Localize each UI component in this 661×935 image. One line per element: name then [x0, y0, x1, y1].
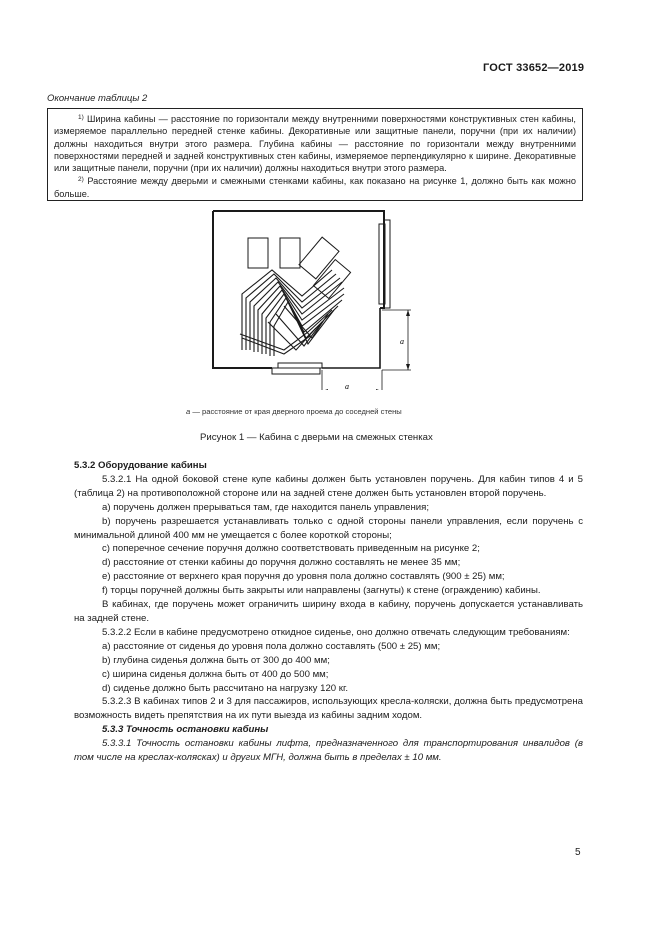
page-number: 5: [575, 847, 581, 858]
figure-key-symbol: a: [186, 407, 191, 416]
note-2-text: Расстояние между дверьми и смежными стенками кабины, как показано на рисунке 1, должно быть как можно больше.: [54, 176, 576, 199]
seat-item-a: а) расстояние от сиденья до уровня пола должно составлять (500 ± 25) мм;: [102, 640, 441, 652]
list-item-b: b) поручень разрешается устанавливать только с одной стороны панели управления, если поручень с минимальной длиной 400 мм не умещается с более короткой стороны;: [74, 515, 583, 541]
figure-caption: Рисунок 1 — Кабина с дверьми на смежных стенках: [200, 432, 433, 443]
list-item-e: е) расстояние от верхнего края поручня до уровня пола должно составлять (900 ± 25) мм;: [102, 571, 505, 583]
figure-cabin-adjacent-doors: [212, 210, 422, 395]
list-item-c: с) поперечное сечение поручня должно соответствовать приведенным на рисунке 2;: [102, 543, 480, 555]
seat-item-d: d) сиденье должно быть рассчитано на нагрузку 120 кг.: [102, 682, 348, 694]
bottom-door-panel: [272, 368, 320, 374]
figure-key-text: — расстояние от края дверного проема до соседней стены: [190, 407, 402, 416]
list-item-a: а) поручень должен прерываться там, где находится панель управления;: [102, 501, 430, 513]
note-1-text: Ширина кабины — расстояние по горизонтали между внутренними поверхностями конструктивных стен кабины, измеряемое параллельно передней стенке кабины. Декоративные или защитные панели, поручни (при их наличии) должны находиться внутри этого размера. Глубина кабины — расстояние по горизонтали между внутренними поверхностями передней и задней конструктивных стен кабины, измеряемое перпендикулярно к ширине. Декоративные или защитные панели, поручни (при их наличии) должны находиться внутри этого размера.: [54, 114, 576, 174]
seat-item-c: с) ширина сиденья должна быть от 400 до 500 мм;: [102, 668, 329, 680]
para-5-3-3-1: 5.3.3.1 Точность остановки кабины лифта, предназначенного для транспортирования инвалидов (в том числе на креслах-колясках) и других МГН, должна быть в пределах ± 10 мм.: [74, 738, 583, 764]
para-5-3-2-3: 5.3.2.3 В кабинах типов 2 и 3 для пассажиров, использующих кресла-коляски, должна быть предусмотрена возможность видеть препятствия на их пути выезда из кабины задним ходом.: [74, 696, 583, 722]
heading-5-3-3: 5.3.3 Точность остановки кабины: [102, 724, 269, 736]
para-5-3-2-1: 5.3.2.1 На одной боковой стене купе кабины должен быть установлен поручень. Для кабин типов 4 и 5 (таблица 2) на противоположной стороне или на задней стене должен быть установлен второй поручень.: [74, 473, 583, 499]
table-note-1: [54, 112, 576, 174]
note-1-marker: 1): [78, 114, 84, 121]
table-note-2: [54, 174, 576, 200]
heading-5-3-2: 5.3.2 Оборудование кабины: [74, 460, 207, 471]
dim-label-horizontal: a: [345, 382, 349, 390]
cabin-drawing: [212, 210, 422, 390]
seat-item-b: b) глубина сиденья должна быть от 300 до 400 мм;: [102, 654, 330, 666]
dim-label-vertical: a: [400, 337, 404, 346]
para-5-3-2-2: 5.3.2.2 Если в кабине предусмотрено откидное сиденье, оно должно отвечать следующим требованиям:: [102, 626, 570, 638]
list-item-f: f) торцы поручней должны быть закрыты или направлены (загнуты) к стене (ограждению) кабины.: [102, 585, 541, 597]
section-5-3-2: [74, 459, 583, 765]
document-code: ГОСТ 33652—2019: [483, 62, 585, 74]
table-notes-box: [47, 108, 583, 201]
figure-key: [186, 407, 402, 416]
note-2-marker: 2): [78, 176, 84, 184]
para-narrow-entrance: В кабинах, где поручень может ограничить ширину входа в кабину, поручень допускается устанавливать на задней стене.: [74, 599, 583, 624]
list-item-d: d) расстояние от стенки кабины до поручня должно составлять не менее 35 мм;: [102, 557, 461, 569]
table-continuation-label: Окончание таблицы 2: [47, 93, 148, 104]
